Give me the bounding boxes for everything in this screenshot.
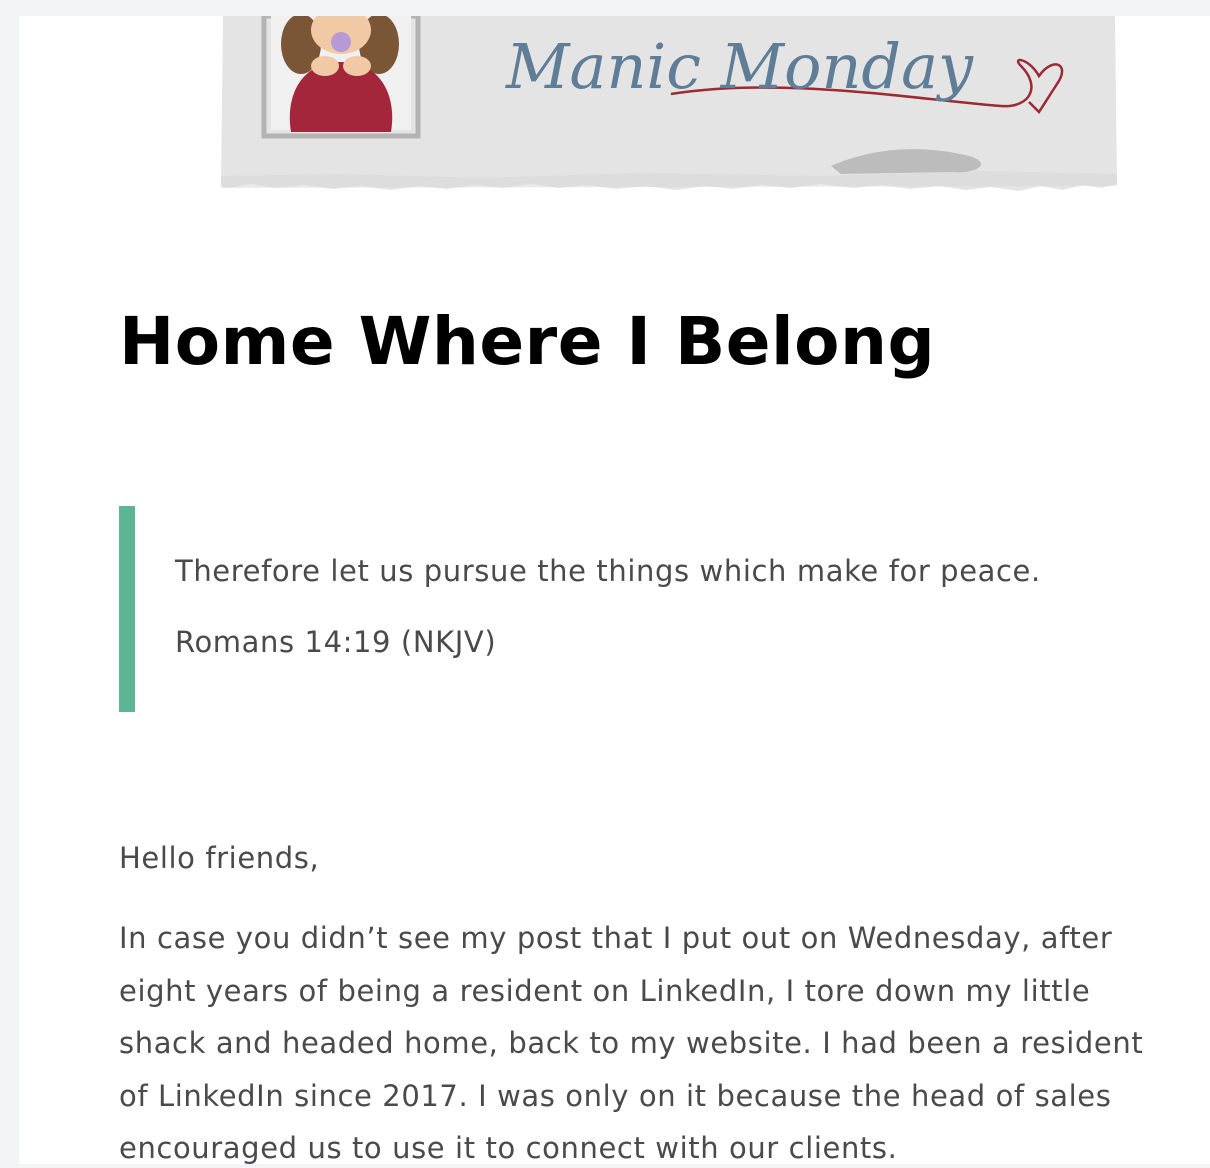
avatar-illustration — [264, 16, 418, 136]
quote-text: Therefore let us pursue the things which make for peace. — [175, 554, 1041, 588]
post-title: Home Where I Belong — [119, 303, 936, 380]
greeting-text: Hello friends, — [119, 841, 320, 875]
quote-citation: Romans 14:19 (NKJV) — [175, 625, 497, 659]
manic-monday-banner — [221, 16, 1117, 198]
scripture-quote — [119, 506, 1159, 712]
post-body — [119, 840, 1179, 1164]
body-paragraph: In case you didn’t see my post that I put out on Wednesday, after eight years of being a resident on LinkedIn, I tore down my little shack and headed home, back to my website. I had been a resident of LinkedIn since 2017. I was only on it because the head of sales encouraged us to use it to connect with our clients. — [119, 921, 1144, 1164]
article-page — [19, 16, 1210, 1164]
banner-script-title: Manic Monday — [506, 30, 974, 103]
